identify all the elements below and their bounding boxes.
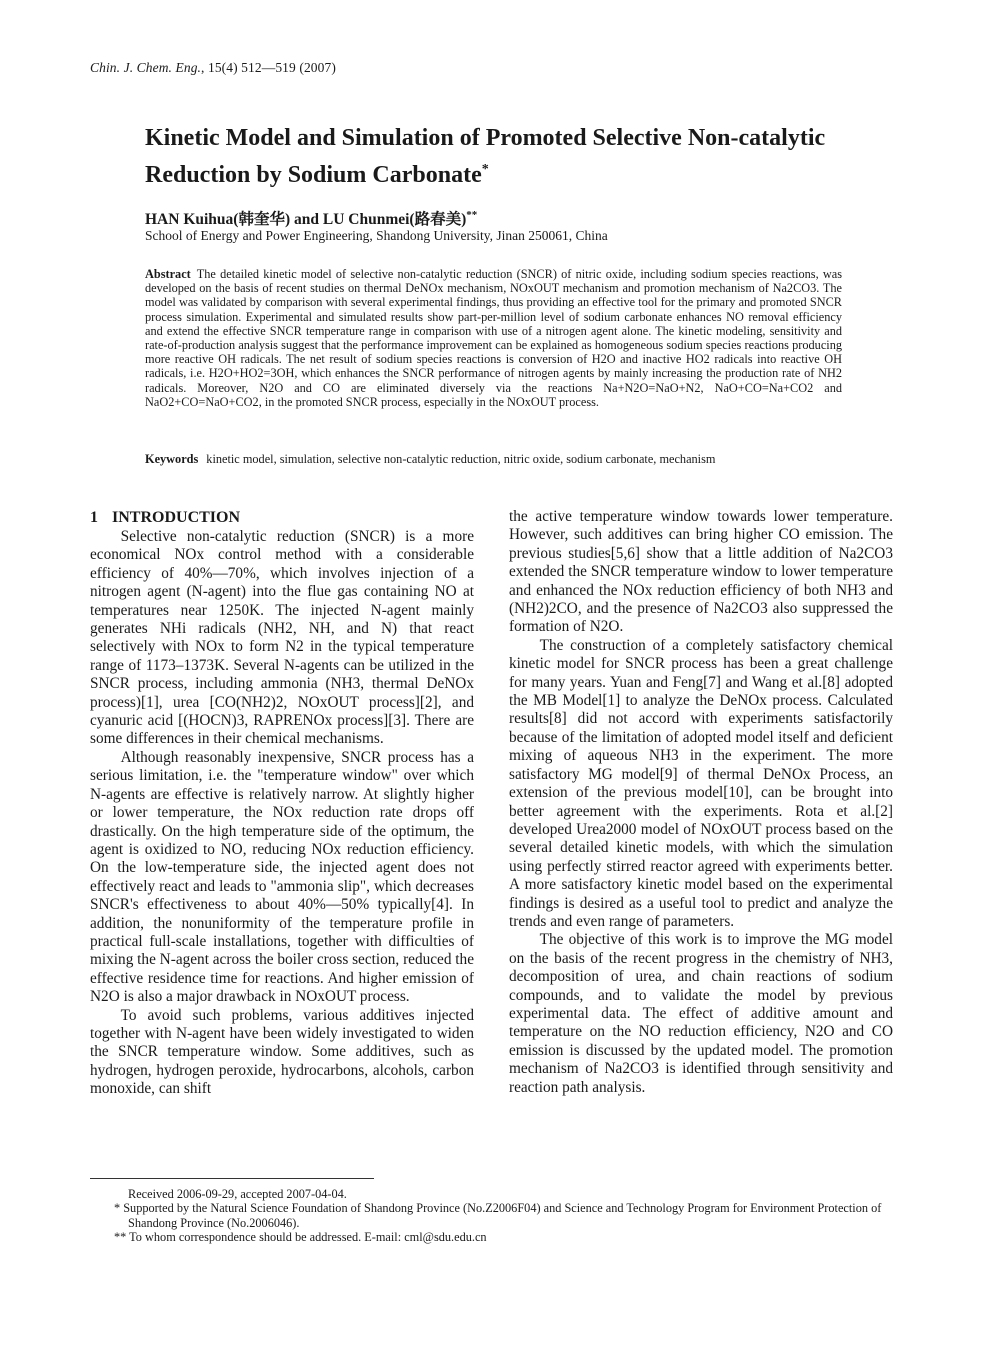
section-number: 1 (90, 509, 98, 526)
footnotes (110, 1187, 902, 1245)
abstract-text: The detailed kinetic model of selective non-catalytic reduction (SNCR) of nitric oxide, including sodium species reactions, was developed on the basis of recent studies on thermal DeNOx mechanism, NOxOUT mechanism and promotion mechanism of Na2CO3. The model was validated by comparison with several experimental findings, thus providing an effective tool for the primary and promoted SNCR process simulation. Experimental and simulated results show part-per-million level of sodium carbonate enhances NO removal efficiency and extend the effective SNCR temperature range in comparison with use of a nitrogen agent alone. The kinetic modeling, sensitivity and rate-of-production analysis suggest that the performance improvement can be explained as homogeneous sodium species reactions producing more reactive OH radicals. The net result of sodium species reactions is conversion of H2O and inactive HO2 radicals into reactive OH radicals, i.e. H2O+HO2=3OH, which enhances the SNCR performance of nitrogen agents by mainly increasing the production rate of NH2 radicals. Moreover, N2O and CO are eliminated diversely via the reactions Na+N2O=NaO+N2, NaO+CO=Na+CO2 and NaO2+CO=NaO+CO2, in the promoted SNCR process, especially in the NOxOUT process. (145, 267, 842, 409)
footnote-received: Received 2006-09-29, accepted 2007-04-04. (128, 1187, 347, 1201)
paragraph: To avoid such problems, various additives injected together with N-agent have been widely investigated to widen the SNCR temperature window. Some additives, such as hydrogen, hydrogen peroxide, hydrocarbons, alcohols, carbon monoxide, can shift (90, 1006, 474, 1098)
paper-title-block (145, 123, 865, 191)
section-title: INTRODUCTION (112, 509, 241, 526)
title-footnote-marker: * (481, 162, 489, 177)
affiliation: School of Energy and Power Engineering, Shandong University, Jinan 250061, China (145, 228, 608, 243)
footnote-correspondence: ** To whom correspondence should be addressed. E-mail: cml@sdu.edu.cn (114, 1230, 487, 1245)
running-head (90, 60, 336, 76)
keywords-label: Keywords (145, 452, 199, 466)
paper-title: Kinetic Model and Simulation of Promoted Selective Non-catalytic Reduction by Sodium Carbonate (145, 125, 826, 188)
journal-citation: , 15(4) 512—519 (2007) (201, 60, 336, 75)
body-column-left (90, 508, 474, 1099)
footnote-rule (90, 1178, 374, 1179)
footnote-support: * Supported by the Natural Science Foundation of Shandong Province (No.Z2006F04) and Science and Technology Program for Environment Protection of Shandong Province (No.2006046). (114, 1201, 882, 1230)
paragraph: Selective non-catalytic reduction (SNCR) is a more economical NOx control method with a considerable efficiency of 40%—70%, which involves injection of a nitrogen agent (N-agent) into the flue gas containing NO at temperatures near 1250K. The injected N-agent mainly generates NHi radicals (NH2, NH, and N) that react selectively with NOx to form N2 in the typical temperature range of 1173–1373K. Several N-agents can be utilized in the SNCR process, including ammonia (NH3, thermal DeNOx process)[1], urea [CO(NH2)2, NOxOUT process][2], and cyanuric acid [(HOCN)3, RAPRENOx process][3]. There are some differences in their chemical mechanisms. (90, 528, 474, 748)
abstract (145, 267, 842, 409)
keywords-text: kinetic model, simulation, selective non-catalytic reduction, nitric oxide, sodium carbonate, mechanism (206, 452, 716, 466)
abstract-label: Abstract (145, 267, 191, 281)
authors (145, 207, 477, 229)
paragraph: The objective of this work is to improve the MG model on the basis of the recent progress in the chemistry of NH3, decomposition of urea, and chain reactions of sodium compounds, and to validate the model by previous experimental data. The effect of additive amount and temperature on the NO reduction efficiency, N2O and CO emission is discussed by the updated model. The promotion mechanism of Na2CO3 is identified through sensitivity and reaction path analysis. (509, 931, 893, 1096)
journal-name: Chin. J. Chem. Eng. (90, 60, 202, 75)
paragraph: The construction of a completely satisfactory chemical kinetic model for SNCR process has been a great challenge for many years. Yuan and Feng[7] and Wang et al.[8] adopted the MB Model[1] to analyze the DeNOx process. Calculated results[8] did not accord with experiments satisfactorily because of the limitation of adopted model itself and deficient mixing of aqueous NH3 in the experiment. The more satisfactory MG model[9] of thermal DeNOx Process, an extension of the previous model[10], can be brought into better agreement with the experiments. Rota et al.[2] developed Urea2000 model of NOxOUT process based on the several detailed kinetic models, with which the simulation using perfectly stirred reactor agreed with experiments better. A more satisfactory kinetic model based on the experimental findings is desired as a useful tool to predict and analyze the trends and even range of parameters. (509, 636, 893, 930)
author-names: HAN Kuihua(韩奎华) and LU Chunmei(路春美) (145, 211, 467, 228)
author-footnote-marker: ** (466, 209, 478, 221)
section-heading (90, 508, 474, 527)
body-column-right (509, 508, 893, 1097)
paragraph: the active temperature window towards lower temperature. However, such additives can bring higher CO emission. The previous studies[5,6] show that a little addition of Na2CO3 extended the SNCR temperature window to lower temperature and enhanced the NOx reduction efficiency of both NH3 and (NH2)2CO, and the presence of Na2CO3 also suppressed the formation of N2O. (509, 508, 893, 636)
keywords (145, 452, 842, 466)
paragraph: Although reasonably inexpensive, SNCR process has a serious limitation, i.e. the "temperature window" over which N-agents are effective is relatively narrow. At slightly higher or lower temperature, the NOx reduction rate drops off drastically. On the high temperature side of the optimum, the agent is oxidized to NO, reducing NOx reduction efficiency. On the low-temperature side, the injected agent does not effectively react and leads to "ammonia slip", which decreases SNCR's effectiveness to about 40%—50% typically[4]. In addition, the nonuniformity of the temperature profile in practical full-scale installations, together with difficulties of mixing the N-agent across the boiler cross section, reduced the effective residence time for reactions. And higher emission of N2O is also a major drawback in NOxOUT process. (90, 748, 474, 1006)
